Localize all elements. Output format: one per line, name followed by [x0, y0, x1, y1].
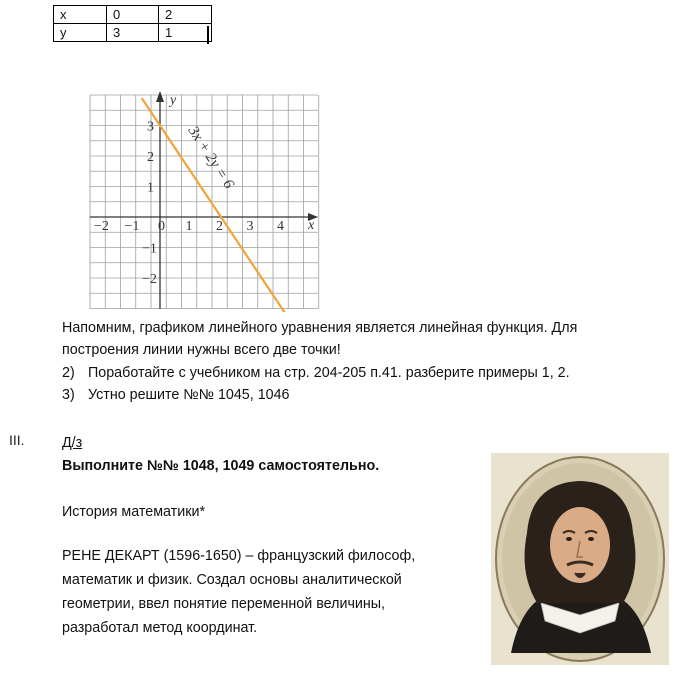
coordinate-graph	[88, 92, 343, 312]
table-cell: 1	[159, 24, 212, 42]
equation-line	[142, 98, 288, 312]
y-tick-label: 2	[147, 150, 154, 165]
y-tick-label: −1	[142, 241, 157, 257]
list-number: 3)	[62, 387, 75, 403]
bio-line: РЕНЕ ДЕКАРТ (1596-1650) – французский философ,	[62, 548, 416, 564]
grid-lines	[90, 95, 319, 309]
bio-line: геометрии, ввел понятие переменной величины,	[62, 596, 386, 612]
homework-task: Выполните №№ 1048, 1049 самостоятельно.	[62, 458, 380, 474]
section-number: III.	[9, 432, 25, 448]
y-tick-label: 3	[147, 119, 154, 135]
table-cell: 3	[107, 24, 159, 42]
y-tick-label: 1	[147, 180, 154, 196]
bio-line: разработал метод координат.	[62, 620, 258, 636]
list-number: 2)	[62, 365, 75, 381]
text-cursor	[207, 26, 209, 44]
y-axis-label: y	[170, 93, 177, 108]
list-text: Поработайте с учебником на стр. 204-205 п.41. разберите примеры 1, 2.	[88, 365, 570, 381]
x-tick-label: 2	[216, 219, 223, 234]
table-cell: 2	[159, 6, 212, 24]
paragraph-line: построения линии нужны всего две точки!	[62, 342, 341, 358]
x-axis-label: x	[308, 218, 315, 233]
homework-label: Д/з	[62, 435, 83, 451]
axes	[90, 92, 318, 309]
y-tick-label: −2	[142, 272, 157, 287]
descartes-portrait	[491, 453, 669, 665]
list-item	[62, 362, 570, 384]
table-row	[54, 6, 212, 24]
list-item	[62, 384, 290, 406]
bio-line: математик и физик. Создал основы аналитической	[62, 572, 402, 588]
table-cell: y	[54, 24, 107, 42]
paragraph-line: Напомним, графиком линейного уравнения является линейная функция. Для	[62, 320, 578, 336]
x-tick-label: −1	[124, 219, 140, 234]
table-cell: x	[54, 6, 107, 24]
equation-label: 3x + 2y = 6	[184, 123, 237, 192]
table-cell: 0	[107, 6, 159, 24]
x-tick-label: 3	[246, 219, 254, 234]
x-tick-label: −2	[94, 219, 109, 234]
xy-value-table	[53, 5, 212, 42]
history-title: История математики*	[62, 504, 206, 520]
list-text: Устно решите №№ 1045, 1046	[88, 387, 290, 403]
x-tick-labels	[94, 219, 284, 234]
x-tick-label: 4	[277, 219, 284, 234]
x-tick-label: 1	[185, 219, 193, 234]
table-row	[54, 24, 212, 42]
x-tick-label: 0	[158, 219, 165, 234]
y-tick-labels	[142, 120, 157, 288]
